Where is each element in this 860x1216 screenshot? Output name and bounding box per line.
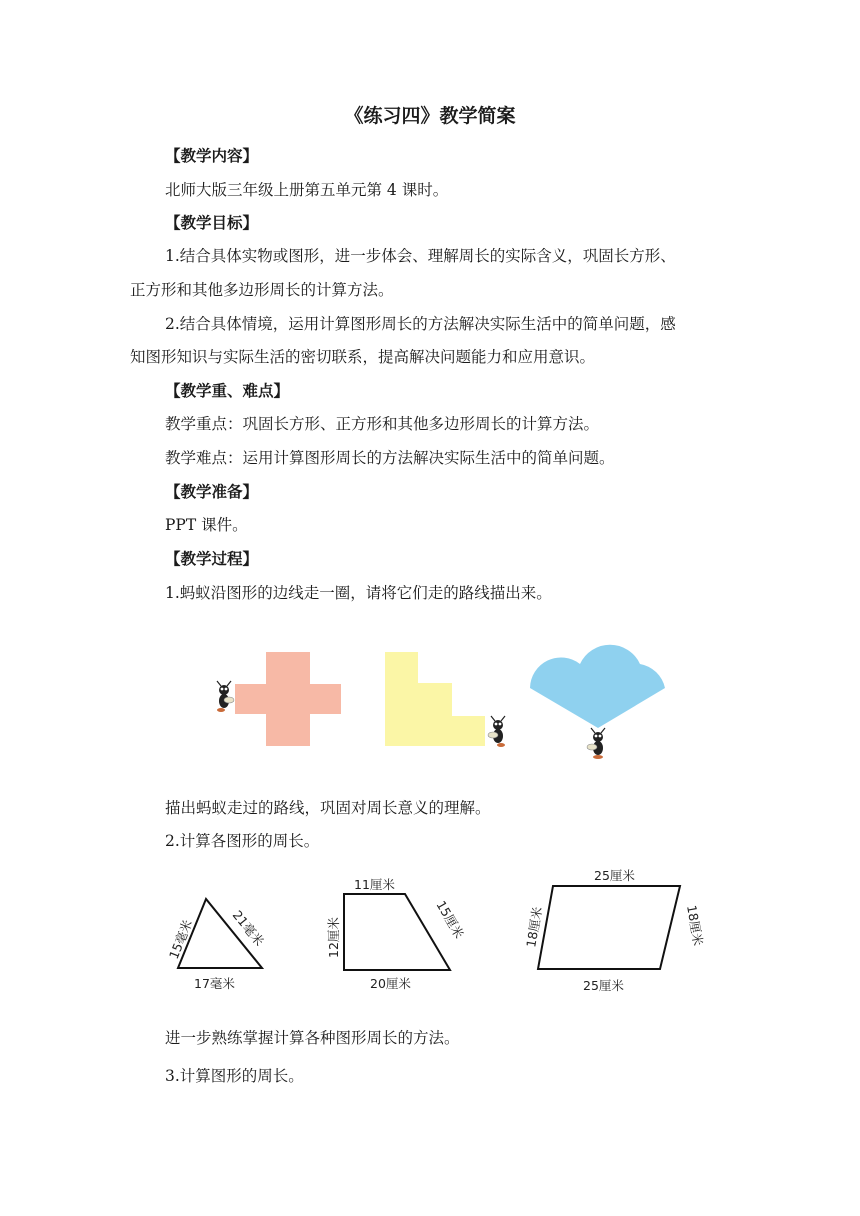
goal-1-line-2: 正方形和其他多边形周长的计算方法。 (130, 281, 394, 299)
trapezoid-bottom-label: 20厘米 (370, 976, 411, 991)
goal-2-line-1: 2.结合具体情境，运用计算图形周长的方法解决实际生活中的简单问题，感 (165, 315, 676, 333)
section-heading-key-points: 【教学重、难点】 (165, 382, 290, 400)
goal-2-line-2: 知图形知识与实际生活的密切联系，提高解决问题能力和应用意识。 (130, 348, 596, 366)
step-3-text: 3.计算图形的周长。 (165, 1067, 304, 1085)
triangle-left-label: 15毫米 (165, 917, 196, 962)
page-title: 《练习四》教学简案 (344, 105, 516, 127)
step-2-note: 进一步熟练掌握计算各种图形周长的方法。 (165, 1029, 460, 1047)
triangle-right-label: 21毫米 (229, 907, 268, 949)
section-heading-process: 【教学过程】 (165, 550, 259, 568)
section-heading-goals: 【教学目标】 (165, 214, 259, 232)
preparation-text: PPT 课件。 (165, 516, 248, 534)
trapezoid-top-label: 11厘米 (354, 877, 395, 892)
section-heading-content: 【教学内容】 (165, 147, 259, 165)
parallelogram-left-label: 18厘米 (523, 905, 546, 949)
key-point-text: 教学重点：巩固长方形、正方形和其他多边形周长的计算方法。 (165, 415, 600, 433)
parallelogram-bottom-label: 25厘米 (583, 978, 624, 993)
step-1-text: 1.蚂蚁沿图形的边线走一圈，请将它们走的路线描出来。 (165, 584, 552, 602)
content-text: 北师大版三年级上册第五单元第 4 课时。 (165, 181, 449, 199)
parallelogram-top-label: 25厘米 (594, 868, 635, 883)
difficult-point-text: 教学难点：运用计算图形周长的方法解决实际生活中的简单问题。 (165, 449, 615, 467)
parallelogram-right-label: 18厘米 (684, 903, 706, 947)
section-heading-preparation: 【教学准备】 (165, 483, 259, 501)
step-1-note: 描出蚂蚁走过的路线，巩固对周长意义的理解。 (165, 799, 491, 817)
goal-1-line-1: 1.结合具体实物或图形，进一步体会、理解周长的实际含义，巩固长方形、 (165, 247, 676, 265)
step-2-text: 2.计算各图形的周长。 (165, 832, 320, 850)
parallelogram-shape (538, 886, 680, 969)
triangle-bottom-label: 17毫米 (194, 976, 235, 991)
trapezoid-left-label: 12厘米 (326, 917, 341, 958)
trapezoid-right-label: 15厘米 (433, 898, 467, 941)
